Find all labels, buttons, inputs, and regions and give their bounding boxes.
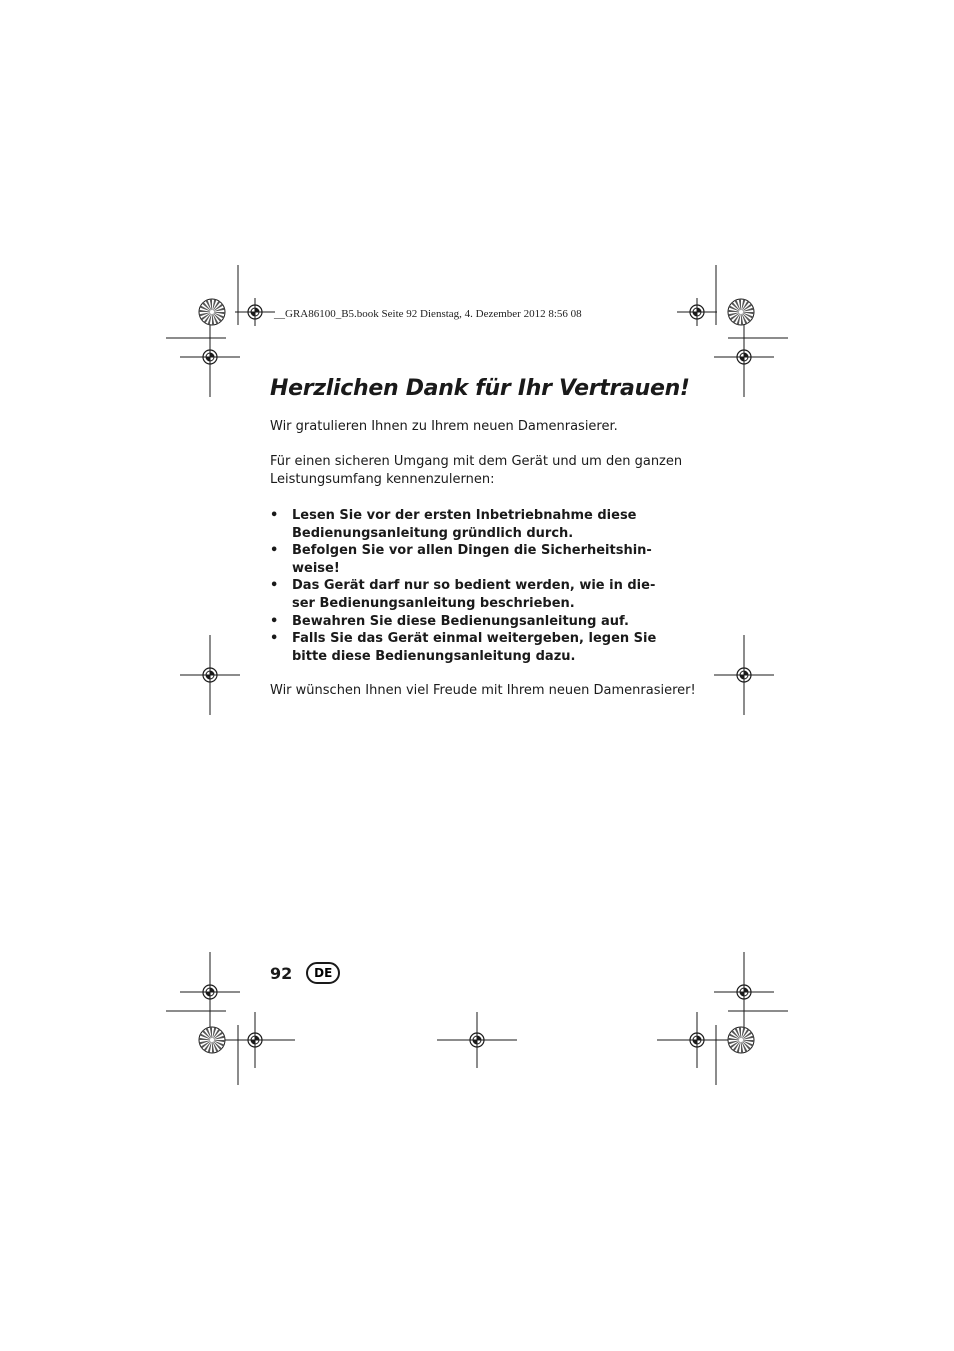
list-item-line: bitte diese Bedienungsanleitung dazu. bbox=[292, 648, 576, 664]
page-footer bbox=[270, 962, 340, 984]
crosshair-circle-icon bbox=[714, 952, 774, 1032]
crosshair-circle-icon bbox=[180, 952, 240, 1032]
language-badge: DE bbox=[306, 962, 340, 984]
list-item-line: Bedienungsanleitung gründlich durch. bbox=[292, 525, 574, 541]
crosshair-circle-icon bbox=[714, 317, 774, 397]
starburst-circle-icon bbox=[199, 299, 225, 325]
list-item-line: Das Gerät darf nur so bedient werden, wie in die- bbox=[292, 578, 656, 594]
list-item-line: Befolgen Sie vor allen Dingen die Sicherheitshin- bbox=[292, 543, 652, 559]
paragraph-line: Leistungsumfang kennenzulernen: bbox=[270, 472, 495, 487]
crosshair-circle-icon bbox=[657, 1012, 737, 1068]
bullet-icon: • bbox=[270, 543, 279, 559]
paragraph-line: Für einen sicheren Umgang mit dem Gerät und um den ganzen bbox=[270, 454, 683, 469]
list-item-line: Falls Sie das Gerät einmal weitergeben, legen Sie bbox=[292, 631, 657, 647]
crosshair-circle-icon bbox=[215, 1012, 295, 1068]
list-item bbox=[270, 507, 690, 542]
list-item bbox=[270, 613, 690, 631]
starburst-circle-icon bbox=[728, 1027, 754, 1053]
print-slug-line: __GRA86100_B5.book Seite 92 Dienstag, 4. Dezember 2012 8:56 08 bbox=[274, 308, 582, 320]
crosshair-circle-icon bbox=[180, 317, 240, 397]
instruction-list bbox=[270, 507, 690, 665]
starburst-circle-icon bbox=[728, 299, 754, 325]
list-item-line: Lesen Sie vor der ersten Inbetriebnahme diese bbox=[292, 508, 637, 523]
crosshair-circle-icon bbox=[235, 298, 275, 326]
list-item-line: ser Bedienungsanleitung beschrieben. bbox=[292, 595, 575, 611]
page-title: Herzlichen Dank für Ihr Vertrauen! bbox=[270, 376, 690, 401]
intro-paragraph: Wir gratulieren Ihnen zu Ihrem neuen Damenrasierer. bbox=[270, 419, 618, 434]
starburst-circle-icon bbox=[199, 1027, 225, 1053]
list-item bbox=[270, 630, 690, 665]
closing-paragraph: Wir wünschen Ihnen viel Freude mit Ihrem neuen Damenrasierer! bbox=[270, 683, 696, 699]
page-number: 92 bbox=[270, 963, 293, 983]
page-content bbox=[270, 372, 696, 700]
bullet-icon: • bbox=[270, 508, 279, 523]
crosshair-circle-icon bbox=[677, 298, 717, 326]
usage-paragraph bbox=[270, 453, 690, 489]
crosshair-circle-icon bbox=[437, 1012, 517, 1068]
list-item bbox=[270, 542, 690, 577]
crosshair-circle-icon bbox=[714, 635, 774, 715]
bullet-icon: • bbox=[270, 613, 279, 629]
list-item-line: weise! bbox=[292, 560, 340, 576]
bullet-icon: • bbox=[270, 578, 279, 594]
bullet-icon: • bbox=[270, 631, 279, 647]
list-item-line: Bewahren Sie diese Bedienungsanleitung auf. bbox=[292, 613, 629, 629]
list-item bbox=[270, 577, 690, 612]
crosshair-circle-icon bbox=[180, 635, 240, 715]
